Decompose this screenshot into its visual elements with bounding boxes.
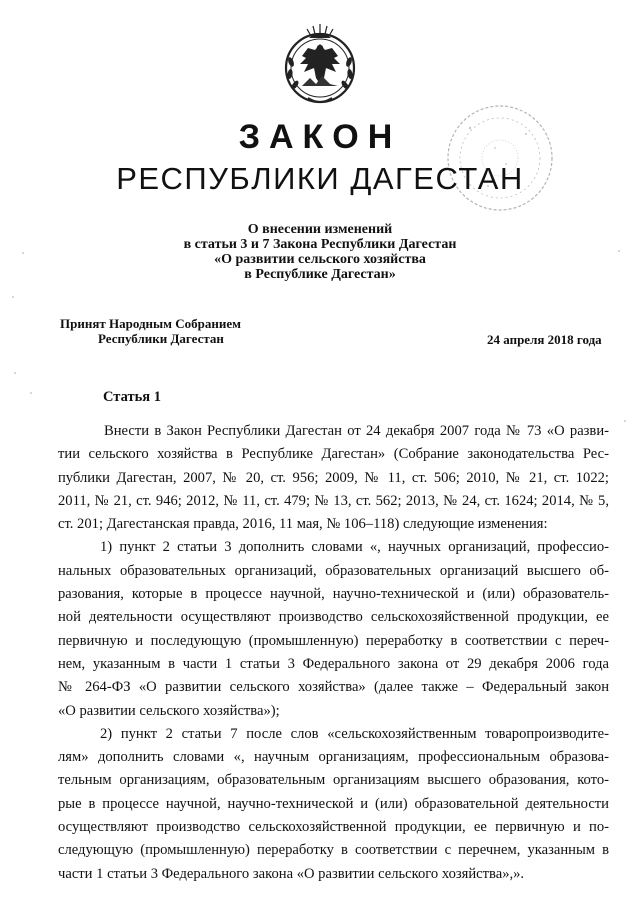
coat-of-arms-icon — [282, 22, 358, 106]
scan-speck — [624, 420, 626, 422]
text-line: 1) пункт 2 статьи 3 дополнить словами «, научных организаций, профессио- — [100, 539, 609, 556]
text-line: разования, которые в процессе научной, научно-технической и (или) образователь- — [58, 586, 609, 603]
scan-speck — [30, 392, 32, 394]
scan-speck — [618, 250, 620, 252]
adoption-line: Республики Дагестан — [98, 331, 224, 346]
scan-speck — [14, 372, 16, 374]
text-line: тельным организациям, образовательным организациям высшего образования, кото- — [58, 772, 609, 789]
scan-speck — [12, 296, 14, 298]
text-line: осуществляют производство сельскохозяйственной продукции, ее первичную и по- — [58, 819, 609, 836]
text-line: 2) пункт 2 статьи 7 после слов «сельскохозяйственным товаропроизводите- — [100, 725, 609, 742]
scan-speck — [22, 252, 24, 254]
text-line: первичную и последующую (промышленную) переработку в соответствии с переч- — [58, 632, 609, 649]
seal-stamp-icon — [440, 98, 560, 218]
article-body — [58, 420, 609, 886]
text-line: части 1 статьи 3 Федерального закона «О развитии сельского хозяйства»,». — [58, 865, 525, 882]
law-name-line: «О развитии сельского хозяйства — [214, 252, 426, 267]
article-heading: Статья 1 — [103, 389, 161, 405]
text-line: «О развитии сельского хозяйства»); — [58, 702, 280, 719]
law-name-line: в статьи 3 и 7 Закона Республики Дагестан — [183, 237, 457, 252]
text-line: лям» дополнить словами «, научным организациям, профессиональным образова- — [58, 749, 609, 766]
text-line: ной деятельности осуществляют производство сельскохозяйственной продукции, ее — [58, 609, 609, 626]
text-line: Внести в Закон Республики Дагестан от 24 декабря 2007 года № 73 «О разви- — [104, 423, 609, 439]
text-line: следующую (промышленную) переработку в соответствии с перечнем, указанным в — [58, 842, 609, 859]
adoption-body — [60, 316, 241, 346]
adoption-line: Принят Народным Собранием — [60, 316, 242, 331]
text-line: нем, указанным в части 1 статьи 3 Федерального закона от 29 декабря 2006 года — [58, 655, 609, 672]
text-line: 2011, № 21, ст. 946; 2012, № 11, ст. 479; № 13, ст. 562; 2013, № 24, ст. 1624; 2014, № 5, — [58, 492, 609, 509]
text-line: рые в процессе научной, научно-технической и (или) образовательной деятельности — [58, 795, 609, 812]
text-line: № 264-ФЗ «О развитии сельского хозяйства» (далее также – Федеральный закон — [58, 679, 609, 696]
text-line: публики Дагестан, 2007, № 20, ст. 956; 2009, № 11, ст. 506; 2010, № 21, ст. 1022; — [58, 469, 609, 486]
law-subtitle: РЕСПУБЛИКИ ДАГЕСТАН — [116, 161, 524, 196]
text-line: тии сельского хозяйства в Республике Дагестан» (Собрание законодательства Рес- — [58, 446, 609, 463]
law-title: ЗАКОН — [238, 118, 402, 156]
law-name — [0, 222, 640, 282]
text-line: нальных образовательных организаций, образовательных организаций высшего об- — [58, 562, 609, 579]
law-name-line: в Республике Дагестан» — [244, 267, 396, 282]
law-name-line: О внесении изменений — [247, 222, 393, 237]
text-line: ст. 201; Дагестанская правда, 2016, 11 мая, № 106–118) следующие изменения: — [58, 516, 548, 533]
adoption-date: 24 апреля 2018 года — [487, 332, 602, 347]
